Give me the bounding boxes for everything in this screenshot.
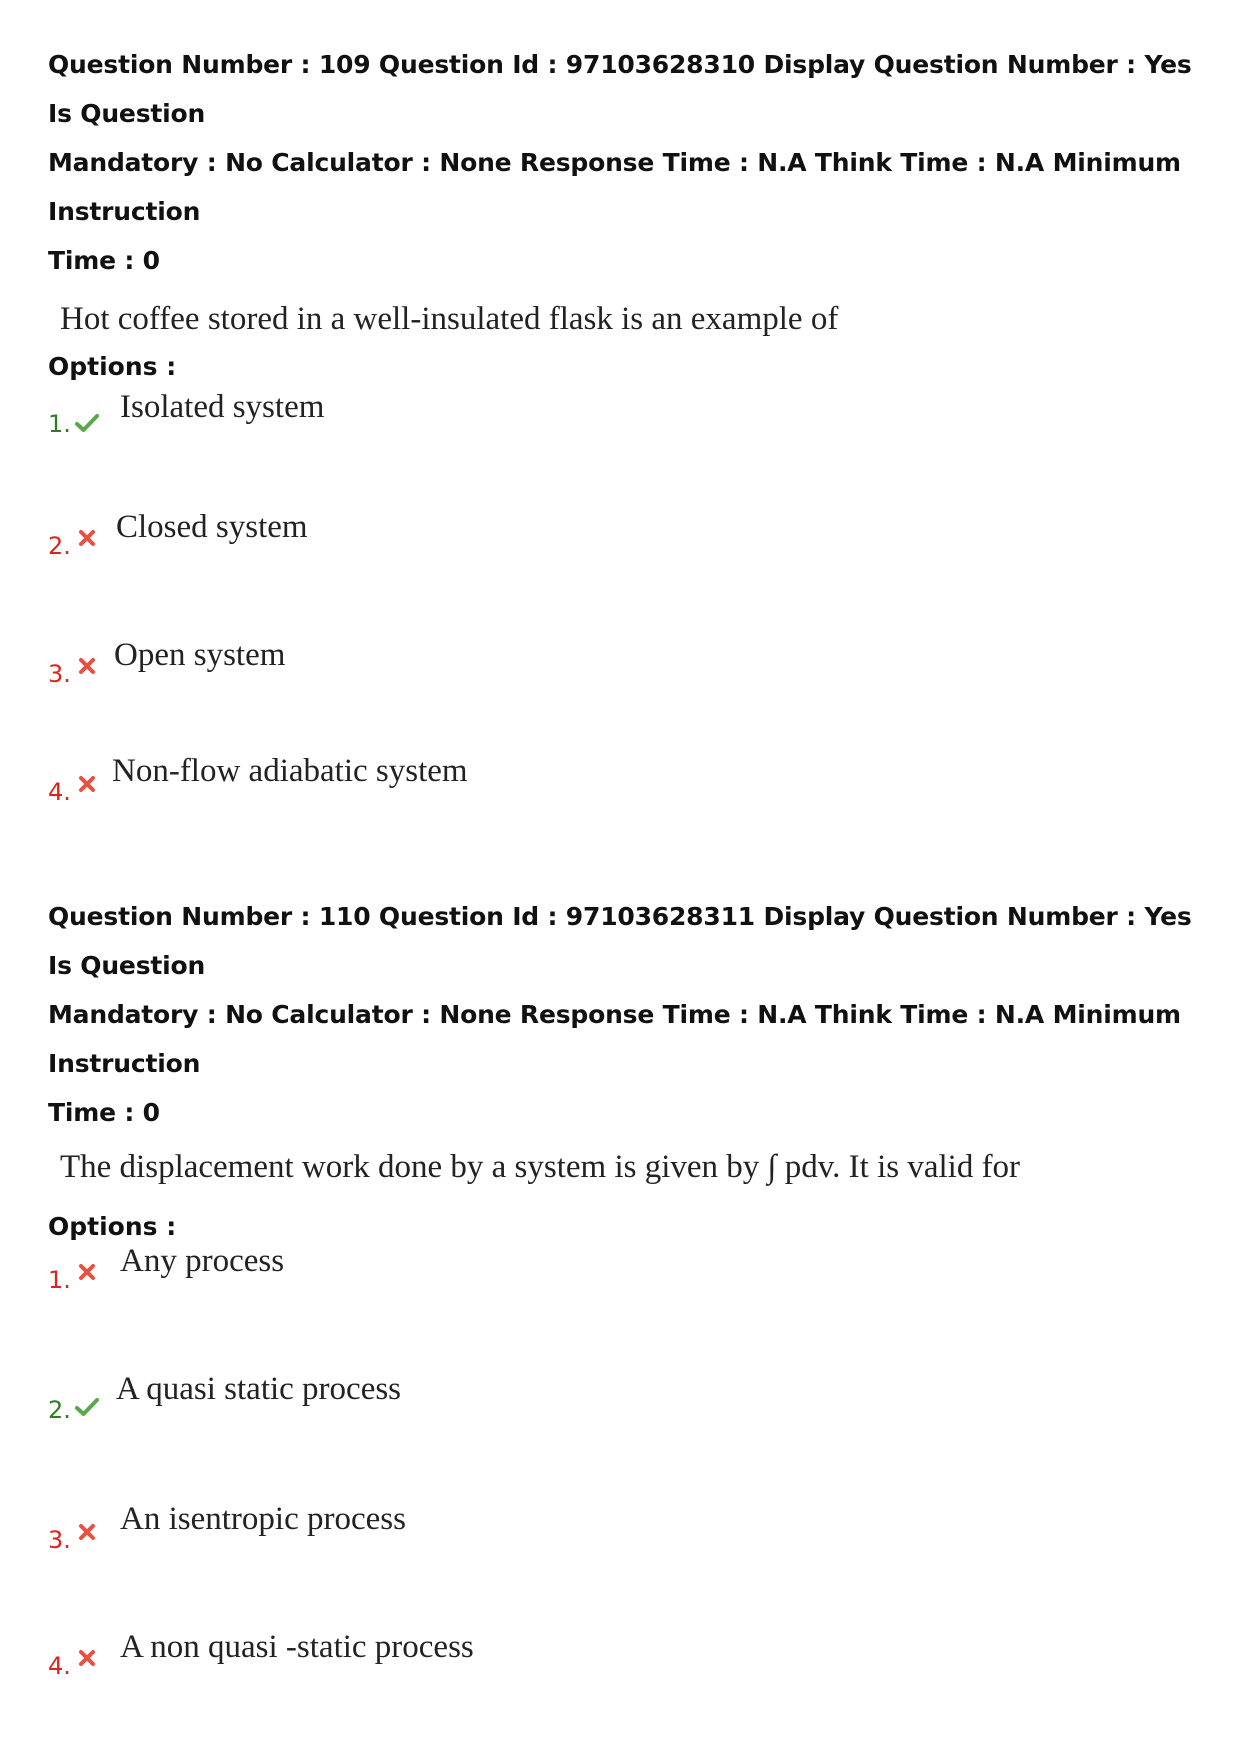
option-item (48, 1503, 1208, 1631)
option-item (48, 509, 1208, 647)
option-number: 3. (48, 1526, 71, 1554)
option-number: 2. (48, 1396, 71, 1424)
options-label: Options : (48, 1212, 177, 1241)
question-meta-line: Time : 0 (48, 1098, 160, 1127)
options-label: Options : (48, 352, 177, 381)
question-meta (48, 40, 1208, 285)
question-meta-line: Mandatory : No Calculator : None Response Time : N.A Think Time : N.A Minimum Instruction (48, 1000, 1181, 1078)
cross-icon (78, 1523, 96, 1541)
option-text: A quasi static process (116, 1371, 402, 1407)
question-meta-line: Time : 0 (48, 246, 160, 275)
option-text: A non quasi -static process (120, 1629, 474, 1665)
check-icon (75, 411, 99, 435)
option-item (48, 753, 1208, 907)
option-number: 1. (48, 1266, 71, 1294)
cross-icon (78, 775, 96, 793)
option-text: Any process (120, 1243, 285, 1279)
option-number: 3. (48, 660, 71, 688)
question-text: The displacement work done by a system is given by ∫ pdv. It is valid for (60, 1149, 1021, 1185)
cross-icon (78, 657, 96, 675)
option-number: 1. (48, 410, 71, 438)
cross-icon (78, 529, 96, 547)
option-item (48, 1371, 1208, 1503)
question-block-109 (48, 40, 1208, 907)
check-icon (75, 1395, 99, 1419)
option-text: An isentropic process (120, 1501, 406, 1537)
question-block-110 (48, 892, 1208, 1759)
option-item (48, 387, 1208, 517)
question-meta-line: Question Number : 109 Question Id : 97103628310 Display Question Number : Yes Is Question (48, 50, 1192, 128)
option-text: Closed system (116, 509, 308, 545)
cross-icon (78, 1649, 96, 1667)
question-meta (48, 892, 1208, 1137)
question-meta-line: Mandatory : No Calculator : None Response Time : N.A Think Time : N.A Minimum Instruction (48, 148, 1181, 226)
question-meta-line: Question Number : 110 Question Id : 97103628311 Display Question Number : Yes Is Question (48, 902, 1192, 980)
option-item (48, 1243, 1208, 1375)
question-text: Hot coffee stored in a well-insulated flask is an example of (60, 301, 839, 337)
option-number: 2. (48, 532, 71, 560)
option-text: Isolated system (120, 389, 325, 425)
option-number: 4. (48, 778, 71, 806)
option-text: Non-flow adiabatic system (112, 753, 468, 789)
option-item (48, 1631, 1208, 1759)
option-text: Open system (114, 637, 286, 673)
cross-icon (78, 1263, 96, 1281)
option-number: 4. (48, 1652, 71, 1680)
